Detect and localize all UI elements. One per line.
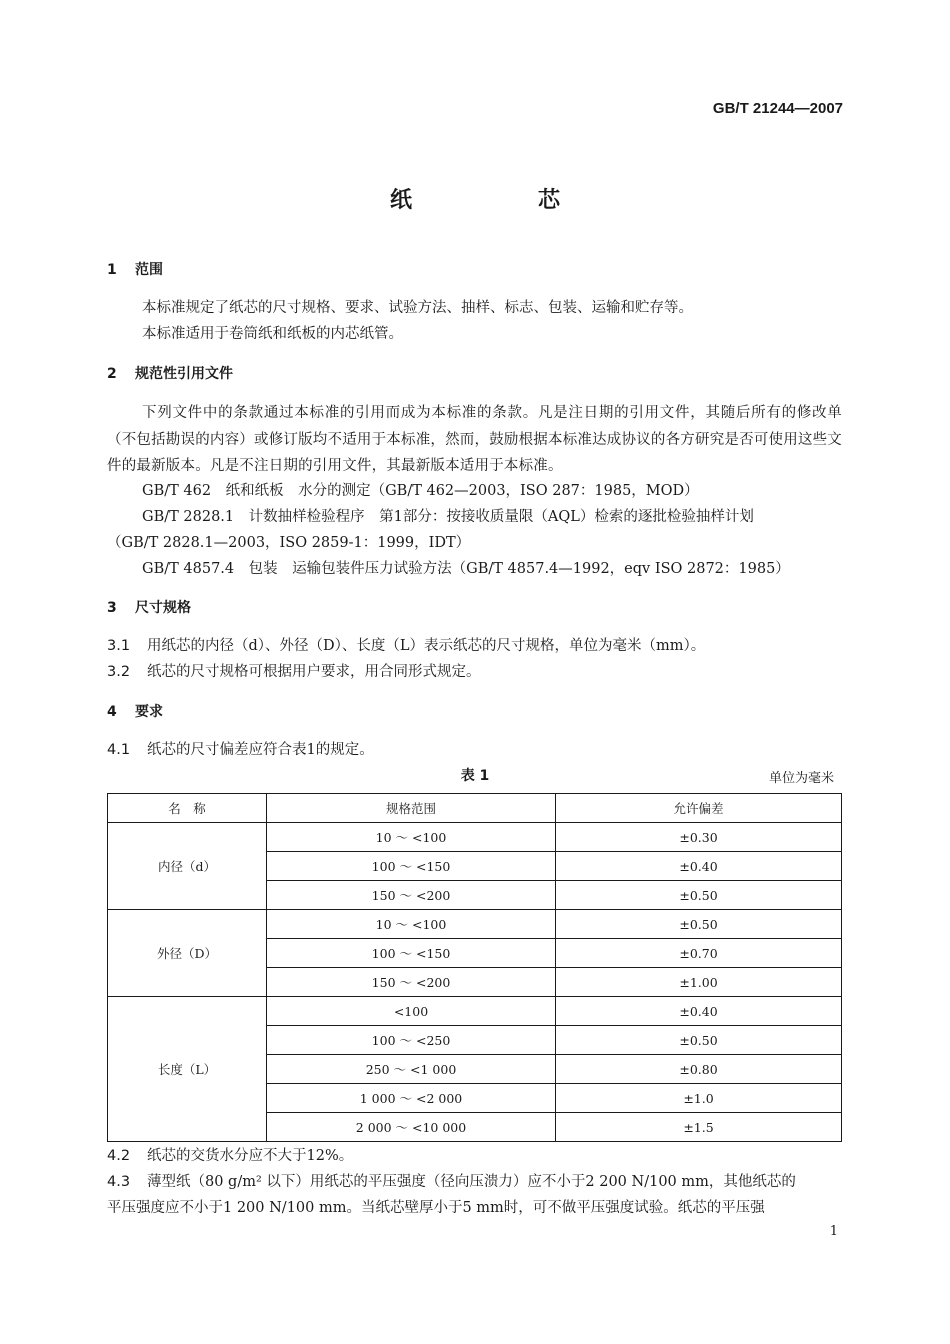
clause-4-2 [107,1144,842,1168]
paragraph: 下列文件中的条款通过本标准的引用而成为本标准的条款。凡是注日期的引用文件，其随后所有的修改单（不包括勘误的内容）或修订版均不适用于本标准，然而，鼓励根据本标准达成协议的各方研究是否可使用这些文件的最新版本。凡是不注日期的引用文件，其最新版本适用于本标准。 [107,405,842,474]
table-header-row [108,794,842,823]
clause-4-1 [107,738,842,762]
tolerance-cell: ±0.50 [556,1026,842,1055]
table-row [108,910,842,939]
range-cell: 100 ～ <150 [267,852,556,881]
section-title: 尺寸规格 [135,600,191,616]
tolerance-cell: ±1.5 [556,1113,842,1142]
clause-number: 4.2 [107,1148,131,1164]
clause-number: 3.1 [107,638,131,654]
section-number: 3 [107,600,117,616]
tolerance-cell: ±0.70 [556,939,842,968]
clause-3-2 [107,660,842,684]
tolerance-table [107,793,842,1142]
section-title: 要求 [135,704,163,720]
range-cell: 1 000 ～ <2 000 [267,1084,556,1113]
range-cell: <100 [267,997,556,1026]
tolerance-cell: ±0.40 [556,852,842,881]
tolerance-cell: ±0.40 [556,997,842,1026]
section-number: 1 [107,262,117,278]
section-number: 4 [107,704,117,720]
tolerance-cell: ±0.50 [556,881,842,910]
clause-3-1 [107,634,842,658]
table-unit-note: 单位为毫米 [768,771,834,786]
table-row [108,823,842,852]
clause-number: 4.3 [107,1174,131,1190]
range-cell: 100 ～ <250 [267,1026,556,1055]
section-heading-1 [107,258,842,282]
range-cell: 150 ～ <200 [267,968,556,997]
clause-text: 薄型纸（80 g/m² 以下）用纸芯的平压强度（径向压溃力）应不小于2 200 N/100 mm，其他纸芯的 [147,1174,796,1190]
reference-item: GB/T 4857.4 包装 运输包装件压力试验方法（GB/T 4857.4—1992，eqv ISO 2872：1985） [142,561,790,577]
tolerance-cell: ±0.80 [556,1055,842,1084]
clause-text: 纸芯的尺寸偏差应符合表1的规定。 [147,742,374,758]
section-heading-4 [107,700,842,724]
range-cell: 250 ～ <1 000 [267,1055,556,1084]
paragraph: 本标准适用于卷筒纸和纸板的内芯纸管。 [142,326,403,342]
section-number: 2 [107,366,117,382]
page-number: 1 [829,1224,838,1239]
column-header-tolerance: 允许偏差 [556,794,842,823]
range-cell: 2 000 ～ <10 000 [267,1113,556,1142]
reference-item-continued: （GB/T 2828.1—2003，ISO 2859-1：1999，IDT） [107,535,471,551]
clause-text: 纸芯的尺寸规格可根据用户要求，用合同形式规定。 [147,664,481,680]
group-name-outer-diameter: 外径（D） [108,910,267,997]
group-name-inner-diameter: 内径（d） [108,823,267,910]
reference-item: GB/T 2828.1 计数抽样检验程序 第1部分：按接收质量限（AQL）检索的逐批检验抽样计划 [142,509,754,525]
section-title: 范围 [135,262,163,278]
clause-4-3-continued: 平压强度应不小于1 200 N/100 mm。当纸芯壁厚小于5 mm时，可不做平压强度试验。纸芯的平压强 [107,1200,765,1216]
clause-number: 4.1 [107,742,131,758]
table-caption: 表 1 [460,768,490,784]
paragraph: 本标准规定了纸芯的尺寸规格、要求、试验方法、抽样、标志、包装、运输和贮存等。 [142,300,693,316]
column-header-range: 规格范围 [267,794,556,823]
clause-text: 纸芯的交货水分应不大于12%。 [147,1148,354,1164]
standard-number: GB/T 21244—2007 [712,100,843,117]
range-cell: 100 ～ <150 [267,939,556,968]
tolerance-cell: ±0.30 [556,823,842,852]
range-cell: 150 ～ <200 [267,881,556,910]
group-name-length: 长度（L） [108,997,267,1142]
tolerance-cell: ±1.00 [556,968,842,997]
tolerance-cell: ±1.0 [556,1084,842,1113]
range-cell: 10 ～ <100 [267,910,556,939]
page-title: 纸 芯 [389,188,612,213]
table-row [108,997,842,1026]
section-heading-3 [107,596,842,620]
clause-text: 用纸芯的内径（d）、外径（D）、长度（L）表示纸芯的尺寸规格，单位为毫米（mm）。 [147,638,706,654]
clause-number: 3.2 [107,664,131,680]
reference-item: GB/T 462 纸和纸板 水分的测定（GB/T 462—2003，ISO 287：1985，MOD） [142,483,699,499]
range-cell: 10 ～ <100 [267,823,556,852]
column-header-name: 名 称 [108,794,267,823]
clause-4-3 [107,1170,842,1194]
section-title: 规范性引用文件 [135,366,233,382]
tolerance-cell: ±0.50 [556,910,842,939]
section-heading-2 [107,362,842,386]
